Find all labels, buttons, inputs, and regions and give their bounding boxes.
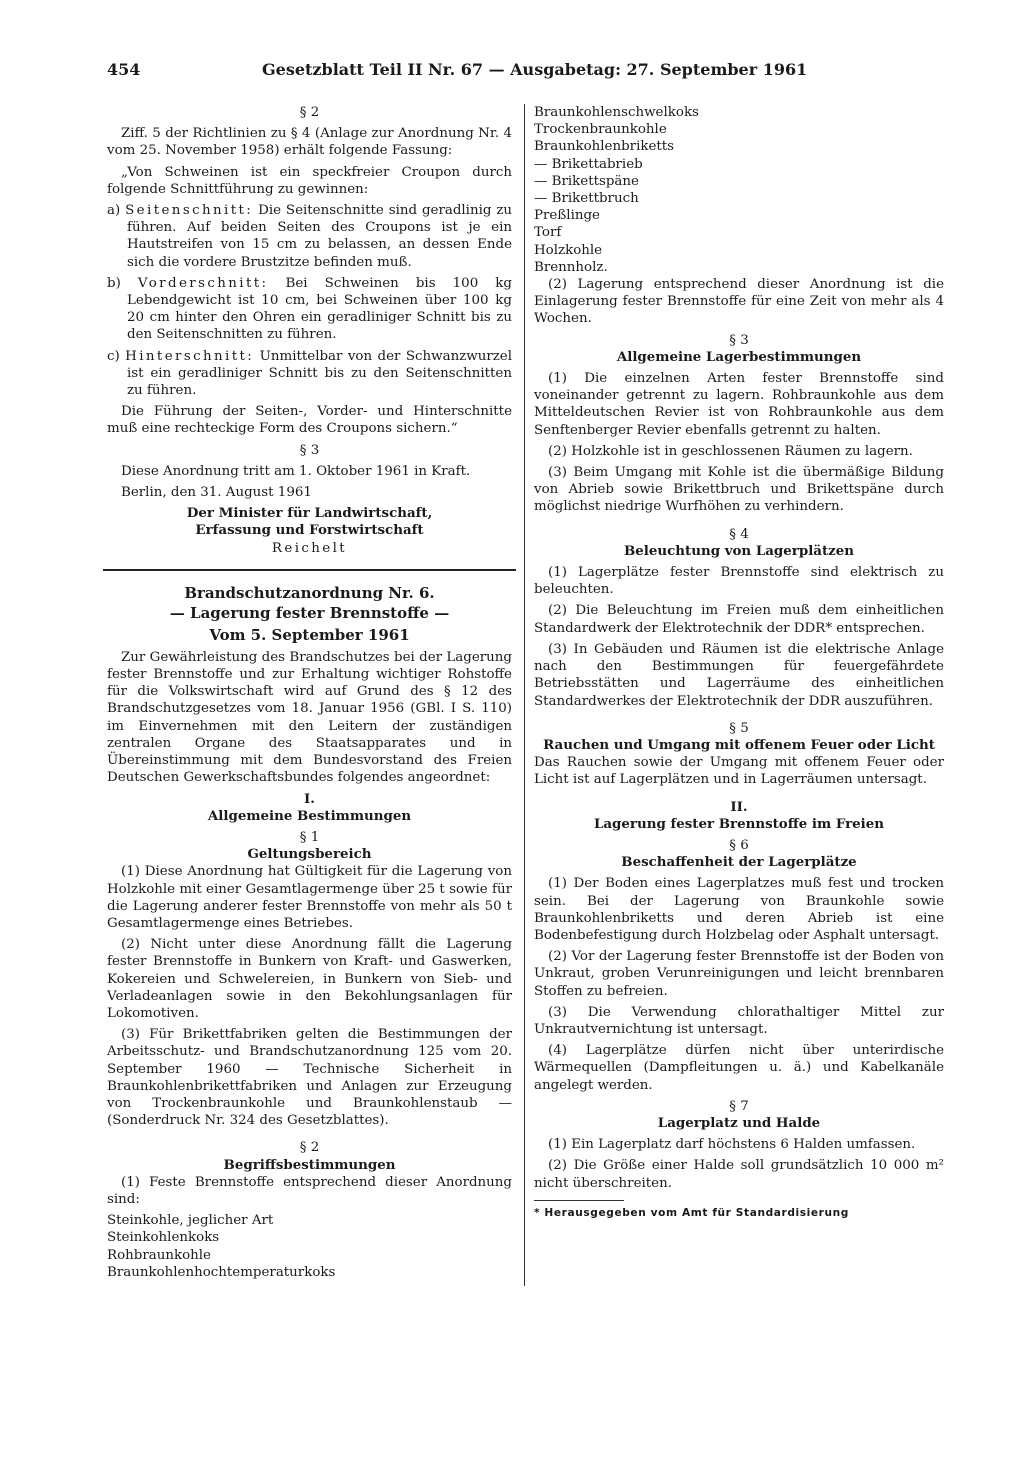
- paragraph: (2) Vor der Lagerung fester Brennstoffe ist der Boden von Unkraut, groben Verunreinigungen und leicht brennbaren Stoffen zu befreien.: [534, 949, 944, 999]
- list-item: Rohbraunkohle: [107, 1247, 211, 1263]
- item-term: Vorderschnitt:: [137, 275, 269, 291]
- paragraph: (2) Lagerung entsprechend dieser Anordnung ist die Einlagerung fester Brennstoffe für eine Zeit von mehr als 4 Wochen.: [534, 277, 944, 327]
- section-heading: § 2: [299, 1140, 320, 1156]
- section-heading: § 1: [299, 829, 320, 845]
- part-number: I.: [304, 790, 315, 807]
- section-heading: § 3: [729, 332, 749, 348]
- fuel-list-continued: [534, 104, 944, 276]
- section-rule: [103, 569, 516, 571]
- paragraph: (1) Ein Lagerplatz darf höchstens 6 Halden umfassen.: [548, 1137, 916, 1153]
- section-subheading: Beschaffenheit der Lagerplätze: [621, 854, 857, 871]
- paragraph: (2) Nicht unter diese Anordnung fällt die Lagerung fester Brennstoffe in Bunkern von Kraft- und Gaswerken, Kokereien und Schwelereien, in Bunkern von Sieb- und Verladeanlagen sowie in den Bekohlungsanlagen für Lokomotiven.: [107, 937, 512, 1021]
- item-text: Die Seitenschnitte sind geradlinig zu führen. Auf beiden Seiten des Croupons ist je ein Hautstreifen von 15 cm zu belassen, an dessen Ende sich die vordere Brustzitze befinden muß.: [127, 203, 513, 270]
- document-title: Brandschutzanordnung Nr. 6.: [184, 583, 435, 602]
- page-number: 454: [107, 60, 141, 79]
- list-item: Steinkohlenkoks: [107, 1230, 220, 1246]
- part-title: Lagerung fester Brennstoffe im Freien: [593, 815, 885, 832]
- item-label: a): [107, 203, 126, 219]
- right-column: [534, 104, 944, 1226]
- section-heading: § 5: [729, 720, 749, 736]
- item-label: b): [107, 275, 138, 291]
- footnote-rule: [534, 1200, 624, 1201]
- paragraph: (3) Beim Umgang mit Kohle ist die übermäßige Bildung von Abrieb sowie Brikettbruch und Brikettspäne durch möglichst niedrige Wurfhöhen zu verhindern.: [534, 465, 944, 515]
- list-item: Holzkohle: [534, 242, 603, 258]
- section-heading: § 4: [729, 526, 749, 542]
- item-label: c): [107, 348, 126, 364]
- list-item: Braunkohlenhochtemperaturkoks: [107, 1264, 336, 1280]
- page-header: [107, 60, 808, 84]
- paragraph: (1) Der Boden eines Lagerplatzes muß fest und trocken sein. Bei der Lagerung von Braunkohle sowie Braunkohlenbriketts und deren Abrieb ist eine Bodenbefestigung durch Holzbelag oder Asphalt untersagt.: [534, 876, 944, 943]
- section-heading: § 3: [299, 442, 320, 458]
- item-term: Hinterschnitt:: [125, 348, 255, 364]
- section-subheading: Rauchen und Umgang mit offenem Feuer oder Licht: [543, 736, 935, 753]
- signer-title: Erfassung und Forstwirtschaft: [195, 522, 424, 539]
- part-number: II.: [730, 798, 748, 815]
- section-heading: § 2: [299, 105, 320, 120]
- signer-title: Der Minister für Landwirtschaft,: [186, 505, 433, 522]
- paragraph: (3) Für Brikettfabriken gelten die Bestimmungen der Arbeitsschutz- und Brandschutzanordnung 125 vom 20. September 1960 — Technische Sicherheit in Braunkohlenbrikettfabriken und Anlagen zur Erzeugung von Trockenbraunkohle und Braunkohlenstaub — (Sonderdruck Nr. 324 des Gesetzblattes).: [107, 1027, 512, 1129]
- paragraph: (2) Holzkohle ist in geschlossenen Räumen zu lagern.: [548, 443, 913, 459]
- list-item: Preßlinge: [534, 208, 600, 224]
- list-item: Trockenbraunkohle: [534, 122, 667, 138]
- running-title: Gesetzblatt Teil II Nr. 67 — Ausgabetag: 27. September 1961: [262, 60, 808, 79]
- paragraph: (1) Feste Brennstoffe entsprechend dieser Anordnung sind:: [107, 1174, 512, 1207]
- document-date: Vom 5. September 1961: [209, 625, 410, 644]
- footnote: * Herausgegeben vom Amt für Standardisierung: [534, 1206, 849, 1219]
- section-subheading: Beleuchtung von Lagerplätzen: [623, 542, 855, 559]
- left-column: [107, 104, 512, 1281]
- section-subheading: Lagerplatz und Halde: [657, 1114, 821, 1131]
- list-item-c: [107, 348, 512, 400]
- fuel-list: [107, 1212, 512, 1281]
- list-item: — Brikettbruch: [534, 191, 639, 207]
- list-item: Braunkohlenschwelkoks: [534, 105, 699, 120]
- paragraph: (1) Die einzelnen Arten fester Brennstoffe sind voneinander getrennt zu lagern. Rohbraunkohle aus dem Mitteldeutschen Revier ist von Rohbraunkohle aus dem Senftenberger Revier ebenfalls getrennt zu halten.: [534, 371, 944, 438]
- section-subheading: Allgemeine Lagerbestimmungen: [616, 348, 862, 365]
- paragraph: „Von Schweinen ist ein speckfreier Croupon durch folgende Schnittführung zu gewinnen:: [107, 164, 512, 197]
- item-text: Unmittelbar von der Schwanzwurzel ist ein geradliniger Schnitt bis zu den Seitenschnitten zu führen.: [127, 348, 512, 399]
- item-term: Seitenschnitt:: [125, 203, 254, 219]
- paragraph: (3) Die Verwendung chlorathaltiger Mittel zur Unkrautvernichtung ist untersagt.: [534, 1004, 944, 1037]
- list-item: Torf: [534, 225, 562, 241]
- paragraph: (2) Die Größe einer Halde soll grundsätzlich 10 000 m² nicht überschreiten.: [534, 1158, 944, 1191]
- paragraph: (1) Lagerplätze fester Brennstoffe sind elektrisch zu beleuchten.: [534, 565, 944, 598]
- paragraph: (1) Diese Anordnung hat Gültigkeit für die Lagerung von Holzkohle mit einer Gesamtlagermenge über 25 t sowie für die Lagerung anderer fester Brennstoffe von mehr als 50 t Gesamtlagermenge eines Betriebes.: [107, 864, 512, 931]
- item-text: Bei Schweinen bis 100 kg Lebendgewicht ist 10 cm, bei Schweinen über 100 kg 20 cm hinter den Ohren ein geradliniger Schnitt bis zu den Seitenschnitten zu führen.: [127, 275, 512, 343]
- list-item: Braunkohlenbriketts: [534, 139, 675, 155]
- section-heading: § 7: [729, 1098, 749, 1114]
- paragraph: (4) Lagerplätze dürfen nicht über unterirdische Wärmequellen (Dampfleitungen u. ä.) und Kabelkanäle angelegt werden.: [534, 1043, 944, 1093]
- document-subtitle: — Lagerung fester Brennstoffe —: [169, 603, 450, 622]
- section-subheading: Geltungsbereich: [247, 846, 372, 863]
- list-item: Steinkohle, jeglicher Art: [107, 1213, 274, 1229]
- paragraph: (3) In Gebäuden und Räumen ist die elektrische Anlage nach den Bestimmungen für feuergefährdete Betriebsstätten und Lagerräume des einheitlichen Standardwerkes der Elektrotechnik der DDR auszuführen.: [534, 641, 944, 709]
- section-subheading: Begriffsbestimmungen: [223, 1156, 396, 1173]
- paragraph: Die Führung der Seiten-, Vorder- und Hinterschnitte muß eine rechteckige Form des Croupons sichern.“: [107, 404, 512, 437]
- list-item-b: [107, 275, 512, 344]
- part-title: Allgemeine Bestimmungen: [207, 807, 412, 824]
- paragraph: Ziff. 5 der Richtlinien zu § 4 (Anlage zur Anordnung Nr. 4 vom 25. November 1958) erhält folgende Fassung:: [107, 126, 512, 159]
- paragraph: Diese Anordnung tritt am 1. Oktober 1961 in Kraft.: [121, 463, 471, 479]
- place-date: Berlin, den 31. August 1961: [121, 485, 312, 501]
- list-item: — Brikettabrieb: [534, 156, 643, 172]
- paragraph: (2) Die Beleuchtung im Freien muß dem einheitlichen Standardwerk der Elektrotechnik der DDR* entsprechen.: [534, 603, 944, 636]
- list-item: — Brikettspäne: [534, 173, 639, 189]
- list-item: Brennholz.: [534, 259, 608, 275]
- list-item-a: [107, 202, 512, 271]
- column-divider: [524, 104, 525, 1286]
- paragraph: Das Rauchen sowie der Umgang mit offenem Feuer oder Licht ist auf Lagerplätzen und in Lagerräumen untersagt.: [534, 755, 944, 788]
- preamble: Zur Gewährleistung des Brandschutzes bei der Lagerung fester Brennstoffe und zur Erhaltung wichtiger Rohstoffe für die Volkswirtschaft wird auf Grund des § 12 des Brandschutzgesetzes vom 18. Januar 1956 (GBl. I S. 110) im Einvernehmen mit den Leitern der zuständigen zentralen Organe des Staatsapparates und in Übereinstimmung mit dem Bundesvorstand des Freien Deutschen Gewerkschaftsbundes folgendes angeordnet:: [107, 649, 512, 786]
- section-heading: § 6: [729, 837, 749, 853]
- signer-name: Reichelt: [271, 540, 348, 556]
